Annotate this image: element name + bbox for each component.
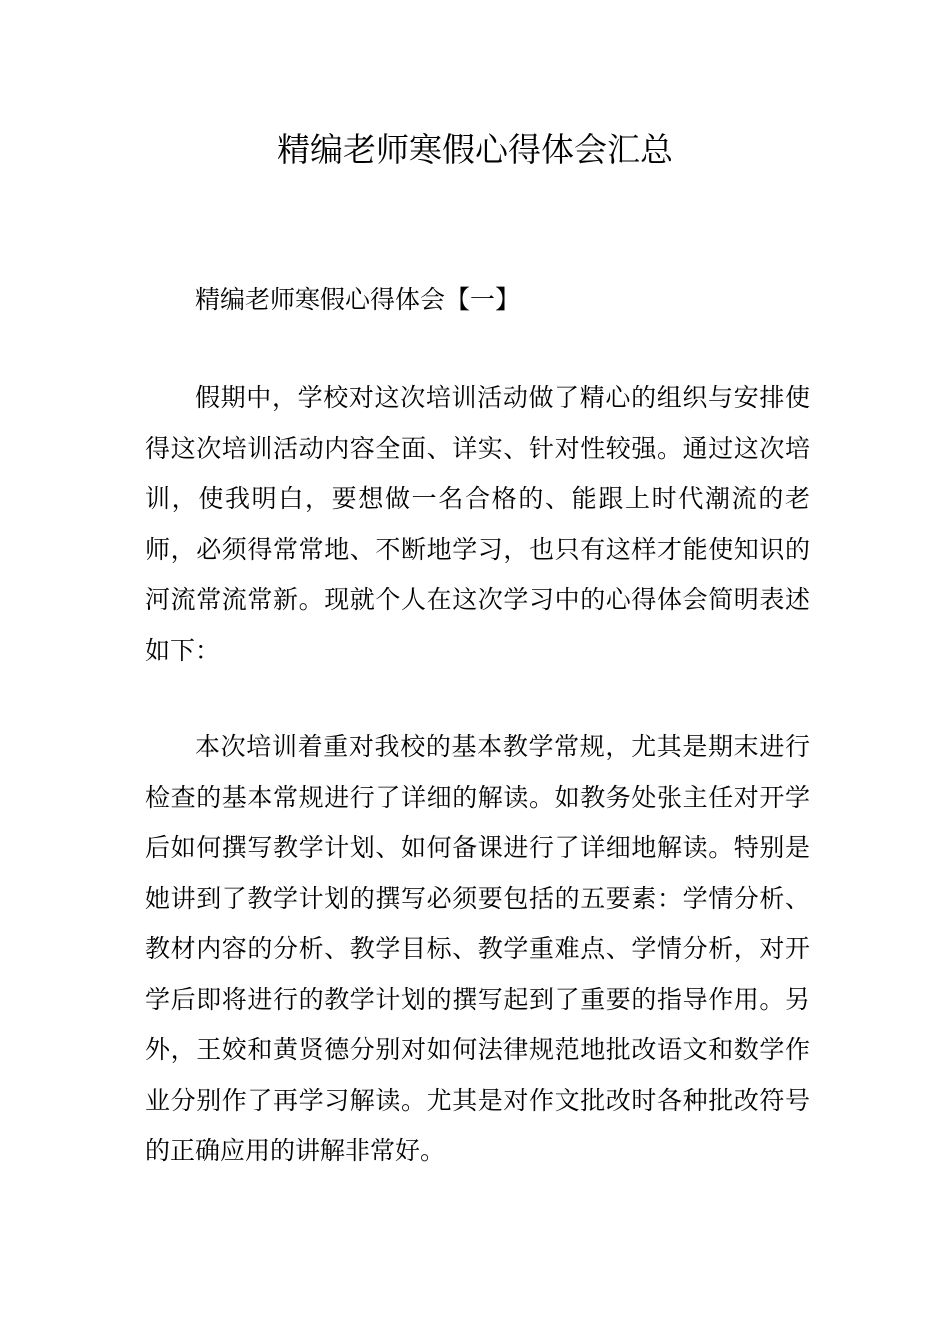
section-heading: 精编老师寒假心得体会【一】 [195, 285, 521, 314]
paragraph-2: 本次培训着重对我校的基本教学常规，尤其是期末进行检查的基本常规进行了详细的解读。如教务处张主任对开学后如何撰写教学计划、如何备课进行了详细地解读。特别是她讲到了教学计划的撰写必须要包括的五要素：学情分析、教材内容的分析、教学目标、教学重难点、学情分析，对开学后即将进行的教学计划的撰写起到了重要的指导作用。另外，王姣和黄贤德分别对如何法律规范地批改语文和数学作业分别作了再学习解读。尤其是对作文批改时各种批改符号的正确应用的讲解非常好。 [145, 732, 810, 1165]
document-title: 精编老师寒假心得体会汇总 [277, 130, 673, 169]
paragraph-1: 假期中，学校对这次培训活动做了精心的组织与安排使得这次培训活动内容全面、详实、针对性较强。通过这次培训，使我明白，要想做一名合格的、能跟上时代潮流的老师，必须得常常地、不断地学习，也只有这样才能使知识的河流常流常新。现就个人在这次学习中的心得体会简明表述如下： [145, 383, 810, 665]
